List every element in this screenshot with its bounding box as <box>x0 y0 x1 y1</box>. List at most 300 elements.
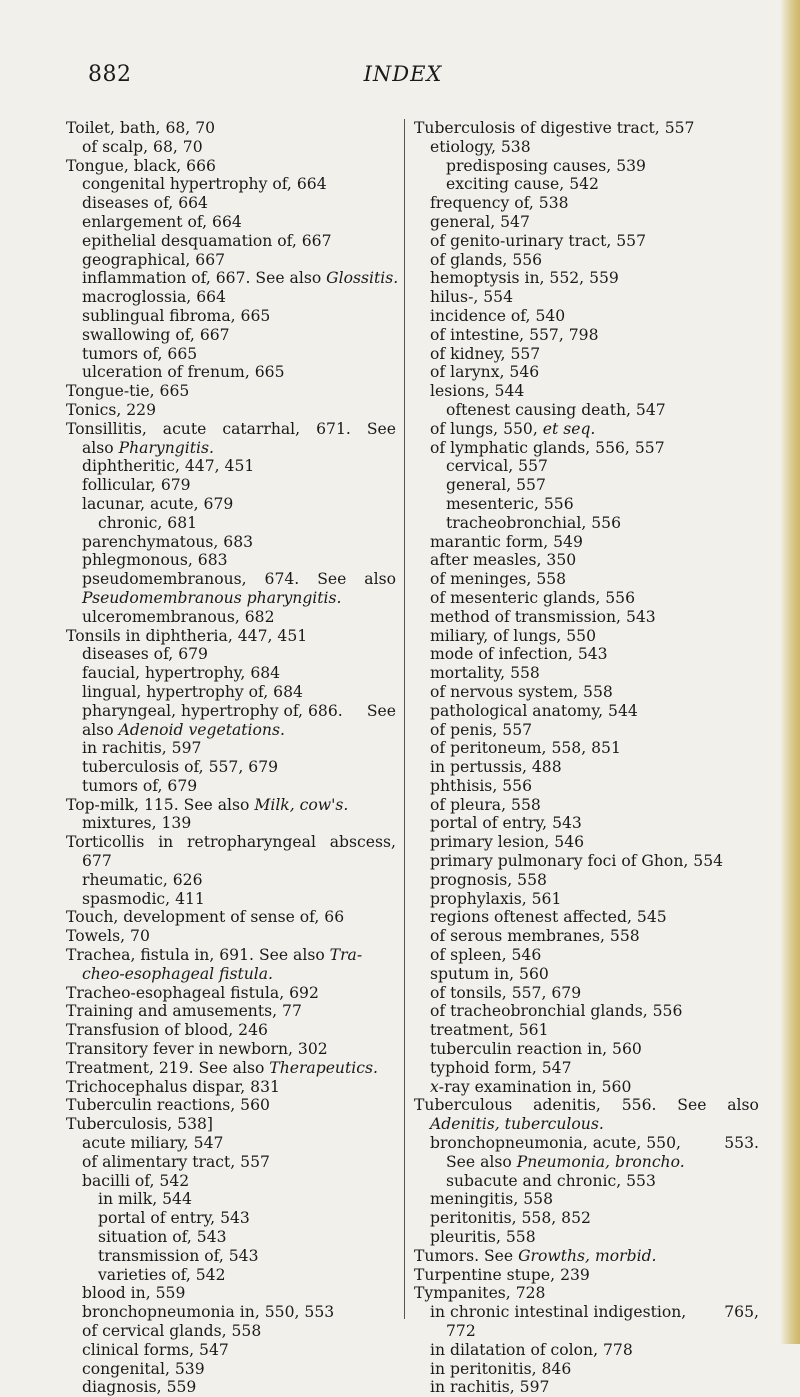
index-entry-italic: Pneumonia, broncho. <box>516 1152 685 1171</box>
index-entry-word: 671. <box>316 419 351 438</box>
index-entry <box>414 138 759 157</box>
index-entry <box>414 213 759 232</box>
index-entry-word: Tuberculous <box>414 1096 513 1115</box>
index-entry <box>414 307 759 326</box>
index-entry <box>414 1115 759 1134</box>
index-entry <box>66 1002 396 1021</box>
index-entry <box>66 326 396 345</box>
index-entry <box>66 401 396 420</box>
index-entry <box>414 645 759 664</box>
index-entry <box>414 890 759 909</box>
index-entry <box>66 1266 396 1285</box>
index-entry-text: diagnosis, 559 <box>82 1378 197 1397</box>
index-entry <box>414 796 759 815</box>
index-entry <box>414 251 759 270</box>
index-entry <box>414 758 759 777</box>
index-entry <box>414 627 759 646</box>
index-entry <box>414 457 759 476</box>
index-entry-text: etiology, 538 <box>430 137 531 156</box>
index-entry-text: ulceromembranous, 682 <box>82 607 275 626</box>
index-entry <box>66 984 396 1003</box>
index-entry <box>414 551 759 570</box>
index-entry-word: in <box>158 833 174 852</box>
index-entry-text: Tonsils in diphtheria, 447, 451 <box>66 626 308 645</box>
index-entry <box>66 1378 396 1397</box>
index-entry-text: geographical, 667 <box>82 250 226 269</box>
index-entry-word: Tonsillitis, <box>66 419 147 438</box>
index-entry-text: lacunar, acute, 679 <box>82 494 234 513</box>
index-entry-text: Tuberculin reactions, 560 <box>66 1096 270 1115</box>
index-entry-text: macroglossia, 664 <box>82 288 226 307</box>
index-entry <box>66 627 396 646</box>
index-entry <box>414 1209 759 1228</box>
index-entry <box>414 702 759 721</box>
index-entry-text: sublingual fibroma, 665 <box>82 306 271 325</box>
index-entry-word: 765, <box>724 1303 759 1322</box>
index-entry-text: 677 <box>82 852 112 871</box>
index-entry-text: portal of entry, 543 <box>430 814 582 833</box>
index-entry-text: phthisis, 556 <box>430 776 532 795</box>
index-entry-text: Turpentine stupe, 239 <box>414 1265 590 1284</box>
index-entry-text: spasmodic, 411 <box>82 889 205 908</box>
index-entry <box>66 269 399 288</box>
index-entry <box>66 213 396 232</box>
index-entry <box>66 1059 396 1078</box>
index-entry <box>414 345 759 364</box>
index-entry-text: faucial, hypertrophy, 684 <box>82 664 281 683</box>
index-entry <box>66 683 396 702</box>
index-entry-text: incidence of, 540 <box>430 306 566 325</box>
index-entry <box>414 589 759 608</box>
index-entry-italic: cheo-esophageal fistula. <box>82 964 274 983</box>
index-entry <box>414 401 759 420</box>
index-entry-text: regions oftenest affected, 545 <box>430 908 667 927</box>
index-entry-text: of peritoneum, 558, 851 <box>430 739 621 758</box>
index-entry-text: mortality, 558 <box>430 664 540 683</box>
index-entry <box>66 138 396 157</box>
index-entry <box>66 927 396 946</box>
index-entry-text: general, 547 <box>430 212 530 231</box>
index-entry-text: Trachea, fistula in, 691. See also <box>66 946 330 965</box>
index-entry <box>414 683 759 702</box>
index-entry <box>66 814 396 833</box>
index-entry <box>414 476 759 495</box>
index-entry <box>66 1040 396 1059</box>
index-entry-text: hemoptysis in, 552, 559 <box>430 269 619 288</box>
index-entry-text: hilus-, 554 <box>430 288 514 307</box>
index-entry <box>66 1360 396 1379</box>
index-entry <box>66 232 396 251</box>
index-entry-text: prophylaxis, 561 <box>430 889 562 908</box>
index-entry-text: frequency of, 538 <box>430 194 569 213</box>
index-entry-text: meningitis, 558 <box>430 1190 553 1209</box>
index-entry-text: of alimentary tract, 557 <box>82 1152 270 1171</box>
index-entry-text: inflammation of, 667. See also <box>82 269 327 288</box>
index-entry-text: varieties of, 542 <box>98 1265 226 1284</box>
index-entry-text: Tonics, 229 <box>66 400 157 419</box>
index-entry <box>66 1284 396 1303</box>
page-edge <box>780 0 800 1344</box>
index-entry <box>414 608 759 627</box>
index-entry <box>414 908 759 927</box>
index-entry-text: in rachitis, 597 <box>430 1378 550 1397</box>
index-entry-text: predisposing causes, 539 <box>446 156 646 175</box>
index-entry-text: follicular, 679 <box>82 476 191 495</box>
index-entry <box>414 269 759 288</box>
index-entry <box>414 833 759 852</box>
index-entry-text: in dilatation of colon, 778 <box>430 1340 633 1359</box>
index-entry-text: tumors of, 679 <box>82 776 198 795</box>
index-entry-text: Transitory fever in newborn, 302 <box>66 1040 328 1059</box>
index-entry-text: 772 <box>446 1322 476 1340</box>
index-entry-text: situation of, 543 <box>98 1228 227 1247</box>
index-entry <box>414 1266 759 1285</box>
index-entry-italic: Adenitis, tuberculous. <box>430 1115 604 1134</box>
index-entry <box>414 514 759 533</box>
index-entry <box>66 345 396 364</box>
index-entry <box>414 1172 759 1191</box>
index-entry <box>414 739 759 758</box>
index-entry-text: of spleen, 546 <box>430 946 542 965</box>
index-entry <box>414 495 759 514</box>
index-entry <box>414 1360 759 1379</box>
index-column-left <box>66 119 399 1397</box>
index-entry <box>66 758 396 777</box>
index-entry-text: in milk, 544 <box>98 1190 192 1209</box>
index-entry-text: See also <box>446 1152 517 1171</box>
index-entry-word: 556. <box>621 1096 657 1115</box>
index-entry <box>66 514 396 533</box>
index-entry-text: also <box>82 720 119 739</box>
index-entry <box>414 852 759 871</box>
index-entry-text: of cervical glands, 558 <box>82 1322 262 1340</box>
index-entry-text: Tumors. See <box>414 1246 519 1265</box>
index-entry-text: also <box>82 438 119 457</box>
index-entry-word: catarrhal, <box>222 419 301 438</box>
index-entry-text: phlegmonous, 683 <box>82 551 228 570</box>
index-entry <box>66 570 396 589</box>
index-entry <box>414 382 759 401</box>
index-entry <box>66 589 396 608</box>
index-entry <box>414 175 759 194</box>
index-entry <box>414 1322 759 1341</box>
index-entry-text: Transfusion of blood, 246 <box>66 1021 268 1040</box>
index-entry-text: epithelial desquamation of, 667 <box>82 231 332 250</box>
index-entry-text: of pleura, 558 <box>430 795 541 814</box>
index-entry <box>66 1322 396 1341</box>
index-entry-text: mesenteric, 556 <box>446 494 574 513</box>
index-entry <box>414 326 759 345</box>
index-entry-text: typhoid form, 547 <box>430 1058 572 1077</box>
index-entry-word: See <box>317 570 347 589</box>
index-entry-word: Torticollis <box>66 833 145 852</box>
index-entry <box>66 420 396 439</box>
index-entry <box>66 608 396 627</box>
index-column-right <box>414 119 759 1397</box>
index-entry <box>66 251 396 270</box>
index-entry-italic: Pseudomembranous pharyngitis. <box>82 588 342 607</box>
index-entry <box>414 1002 759 1021</box>
index-entry-italic: x <box>430 1077 439 1096</box>
index-entry-text: diseases of, 664 <box>82 194 208 213</box>
index-entry <box>414 871 759 890</box>
index-entry-text: tumors of, 665 <box>82 344 198 363</box>
index-entry <box>414 927 759 946</box>
index-entry-text: congenital, 539 <box>82 1359 205 1378</box>
index-entry <box>66 476 396 495</box>
index-entry-word: 674. <box>264 570 300 589</box>
index-entry <box>66 777 396 796</box>
index-entry-text: mixtures, 139 <box>82 814 192 833</box>
index-entry <box>66 551 396 570</box>
index-entry-word: See <box>677 1096 707 1115</box>
index-entry-text: Tuberculosis, 538] <box>66 1115 214 1134</box>
index-entry-text: enlargement of, 664 <box>82 212 242 231</box>
index-entry-word: acute <box>162 419 207 438</box>
index-entry-text: of genito-urinary tract, 557 <box>430 231 647 250</box>
index-entry <box>414 1078 759 1097</box>
index-entry-text: blood in, 559 <box>82 1284 186 1303</box>
index-entry <box>66 157 396 176</box>
index-entry-text: miliary, of lungs, 550 <box>430 626 597 645</box>
index-entry <box>66 702 396 721</box>
index-entry <box>414 1059 759 1078</box>
index-entry <box>66 1209 396 1228</box>
index-entry <box>66 871 396 890</box>
index-entry-text: Towels, 70 <box>66 927 150 946</box>
index-entry <box>414 721 759 740</box>
index-entry <box>414 984 759 1003</box>
index-entry <box>66 1078 396 1097</box>
index-entry-word: bronchopneumonia, acute, 550, <box>430 1134 681 1153</box>
index-entry-word: 553. <box>724 1134 759 1153</box>
index-entry <box>66 194 396 213</box>
index-entry-text: in peritonitis, 846 <box>430 1359 572 1378</box>
index-entry <box>66 288 396 307</box>
index-entry-text: of penis, 557 <box>430 720 533 739</box>
index-entry <box>414 1190 759 1209</box>
index-entry-text: in pertussis, 488 <box>430 758 562 777</box>
index-entry-text: portal of entry, 543 <box>98 1209 250 1228</box>
index-entry-italic: Tra- <box>329 946 363 965</box>
index-entry-text: diseases of, 679 <box>82 645 208 664</box>
index-entry-text: pathological anatomy, 544 <box>430 701 638 720</box>
index-entry-word: adenitis, <box>533 1096 601 1115</box>
index-entry-text: mode of infection, 543 <box>430 645 608 664</box>
index-entry <box>66 796 396 815</box>
index-entry-text: of serous membranes, 558 <box>430 927 640 946</box>
page-number: 882 <box>88 62 132 87</box>
index-entry-text: subacute and chronic, 553 <box>446 1171 656 1190</box>
index-entry <box>66 119 396 138</box>
index-entry <box>66 307 396 326</box>
index-entry <box>66 1303 396 1322</box>
index-entry-word: pseudomembranous, <box>82 570 247 589</box>
index-entry-text: of lungs, 550, <box>430 419 543 438</box>
index-entry-word: See <box>366 701 396 720</box>
index-entry-text: prognosis, 558 <box>430 870 547 889</box>
index-entry <box>414 814 759 833</box>
index-entry <box>414 1378 759 1397</box>
index-entry-text: parenchymatous, 683 <box>82 532 254 551</box>
index-entry-text: lingual, hypertrophy of, 684 <box>82 682 303 701</box>
index-entry <box>66 739 396 758</box>
index-entry <box>66 533 396 552</box>
index-entry <box>66 1190 396 1209</box>
index-entry <box>66 1115 396 1134</box>
running-head: INDEX <box>363 62 443 86</box>
index-entry-text: congenital hypertrophy of, 664 <box>82 175 327 194</box>
index-entry-word: also <box>727 1096 759 1115</box>
index-entry-text: acute miliary, 547 <box>82 1134 224 1153</box>
index-entry-text: swallowing of, 667 <box>82 325 230 344</box>
index-entry <box>414 288 759 307</box>
index-entry <box>66 175 396 194</box>
index-entry <box>414 1040 759 1059</box>
index-entry-word: abscess, <box>329 833 396 852</box>
index-entry-word: pharyngeal, hypertrophy of, 686. <box>82 701 343 720</box>
index-entry-text: Top-milk, 115. See also <box>66 795 255 814</box>
index-entry <box>66 1134 396 1153</box>
index-entry <box>414 232 759 251</box>
index-entry <box>66 852 396 871</box>
index-entry-text: clinical forms, 547 <box>82 1340 229 1359</box>
index-entry <box>414 119 759 138</box>
index-entry-italic: Growths, morbid. <box>518 1246 657 1265</box>
index-entry-text: Tongue-tie, 665 <box>66 382 190 401</box>
index-entry <box>66 382 396 401</box>
index-entry-text: general, 557 <box>446 476 546 495</box>
index-entry-italic: et seq. <box>542 419 596 438</box>
index-entry <box>414 1303 759 1322</box>
index-entry <box>414 777 759 796</box>
index-entry-text: ulceration of frenum, 665 <box>82 363 285 382</box>
index-entry-text: of mesenteric glands, 556 <box>430 588 636 607</box>
index-entry-text: treatment, 561 <box>430 1021 549 1040</box>
index-entry-text: Touch, development of sense of, 66 <box>66 908 345 927</box>
index-entry-word: See <box>366 419 396 438</box>
index-entry-text: tuberculosis of, 557, 679 <box>82 758 279 777</box>
index-entry <box>414 965 759 984</box>
index-entry <box>414 420 759 439</box>
index-entry-word: retropharyngeal <box>187 833 316 852</box>
index-entry-word: also <box>364 570 396 589</box>
index-entry <box>66 908 396 927</box>
index-entry <box>414 1153 759 1172</box>
index-entry-text: exciting cause, 542 <box>446 175 599 194</box>
index-entry-text: Tympanites, 728 <box>414 1284 546 1303</box>
index-entry-text: of nervous system, 558 <box>430 682 613 701</box>
index-entry <box>66 1021 396 1040</box>
index-entry <box>66 495 396 514</box>
index-entry <box>414 533 759 552</box>
index-entry <box>66 457 396 476</box>
index-entry-text: transmission of, 543 <box>98 1246 259 1265</box>
index-entry <box>66 1096 396 1115</box>
index-entry <box>66 965 396 984</box>
index-entry-text: Tuberculosis of digestive tract, 557 <box>414 119 695 137</box>
index-entry-word: in chronic intestinal indigestion, <box>430 1303 687 1322</box>
index-entry-italic: Glossitis. <box>326 269 399 288</box>
index-entry <box>414 1284 759 1303</box>
index-entry <box>66 946 396 965</box>
index-entry-text: sputum in, 560 <box>430 964 549 983</box>
index-entry <box>414 664 759 683</box>
index-entry-text: method of transmission, 543 <box>430 607 656 626</box>
index-entry-text: of scalp, 68, 70 <box>82 137 203 156</box>
index-entry <box>414 363 759 382</box>
index-entry-tail: -ray examination in, 560 <box>438 1077 632 1096</box>
index-entry-text: tracheobronchial, 556 <box>446 513 622 532</box>
index-entry <box>414 194 759 213</box>
index-entry-italic: Milk, cow's. <box>254 795 349 814</box>
index-entry-text: after measles, 350 <box>430 551 577 570</box>
index-entry-text: of meninges, 558 <box>430 570 567 589</box>
index-entry <box>66 1247 396 1266</box>
index-entry <box>414 1247 759 1266</box>
index-entry <box>414 1134 759 1153</box>
index-entry-text: cervical, 557 <box>446 457 548 476</box>
index-entry-text: of glands, 556 <box>430 250 543 269</box>
index-entry <box>414 157 759 176</box>
index-entry-text: of larynx, 546 <box>430 363 540 382</box>
index-entry-text: rheumatic, 626 <box>82 870 203 889</box>
index-entry-text: marantic form, 549 <box>430 532 583 551</box>
index-entry-text: primary pulmonary foci of Ghon, 554 <box>430 852 724 871</box>
index-entry-text: Toilet, bath, 68, 70 <box>66 119 216 137</box>
index-entry-text: Tongue, black, 666 <box>66 156 216 175</box>
index-entry <box>66 833 396 852</box>
index-entry-text: of tonsils, 557, 679 <box>430 983 582 1002</box>
index-entry-text: of kidney, 557 <box>430 344 541 363</box>
index-entry <box>66 721 396 740</box>
index-entry-text: oftenest causing death, 547 <box>446 400 666 419</box>
index-entry-text: of intestine, 557, 798 <box>430 325 599 344</box>
index-entry <box>66 664 396 683</box>
index-entry <box>414 439 759 458</box>
index-entry-text: Training and amusements, 77 <box>66 1002 302 1021</box>
index-entry-text: bacilli of, 542 <box>82 1171 190 1190</box>
index-entry-text: of lymphatic glands, 556, 557 <box>430 438 665 457</box>
index-entry-text: diphtheritic, 447, 451 <box>82 457 255 476</box>
index-entry <box>414 1096 759 1115</box>
index-entry <box>66 1172 396 1191</box>
index-entry-text: Tracheo-esophageal fistula, 692 <box>66 983 319 1002</box>
index-entry-text: Treatment, 219. See also <box>66 1058 270 1077</box>
index-entry-text: pleuritis, 558 <box>430 1228 536 1247</box>
page-header <box>88 62 718 92</box>
index-entry <box>66 645 396 664</box>
index-entry-text: chronic, 681 <box>98 513 198 532</box>
index-entry <box>66 1153 396 1172</box>
index-entry-text: of tracheobronchial glands, 556 <box>430 1002 683 1021</box>
index-entry-italic: Pharyngitis. <box>118 438 214 457</box>
index-entry <box>66 890 396 909</box>
index-entry <box>414 570 759 589</box>
index-entry-text: peritonitis, 558, 852 <box>430 1209 591 1228</box>
index-entry <box>66 1228 396 1247</box>
index-entry-italic: Adenoid vegetations. <box>118 720 285 739</box>
index-entry-text: primary lesion, 546 <box>430 833 585 852</box>
index-entry <box>414 946 759 965</box>
index-entry <box>414 1021 759 1040</box>
column-divider <box>404 119 405 1319</box>
index-entry-italic: Therapeutics. <box>269 1058 378 1077</box>
index-entry-text: lesions, 544 <box>430 382 525 401</box>
index-entry <box>66 439 396 458</box>
index-entry-text: Trichocephalus dispar, 831 <box>66 1077 280 1096</box>
index-entry <box>414 1228 759 1247</box>
